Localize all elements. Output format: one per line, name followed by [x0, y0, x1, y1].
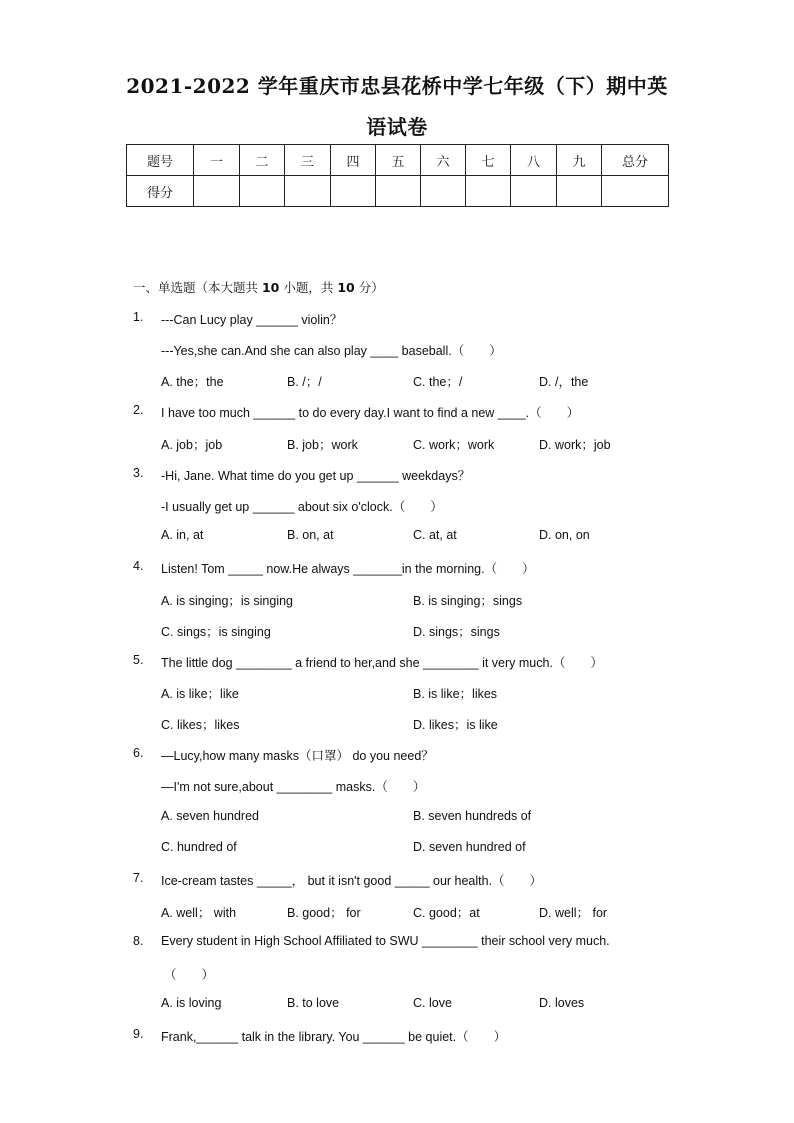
question-text: ---Can Lucy play ______ violin？: [161, 313, 343, 327]
option-b[interactable]: B. good； for: [287, 906, 361, 920]
question-text: Every student in High School Affiliated to SWU ________ their school very much.: [161, 934, 610, 948]
option-d[interactable]: D. seven hundred of: [413, 840, 526, 854]
score-header-cell: 四: [331, 145, 376, 176]
option-a[interactable]: A. is singing；is singing: [161, 594, 294, 608]
question-text: -Hi, Jane. What time do you get up ______ weekdays？: [161, 469, 471, 483]
question-8-options: [0, 996, 794, 1016]
question-answer-bracket: （ ）: [164, 968, 215, 982]
question-number: 9.: [133, 1027, 144, 1041]
option-b[interactable]: B. job；work: [287, 438, 358, 452]
question-5-options-row2: [0, 715, 794, 735]
score-cell[interactable]: [376, 176, 421, 207]
question-number: 2.: [133, 403, 144, 417]
section-point-count: 10: [337, 280, 355, 295]
score-cell[interactable]: [285, 176, 331, 207]
score-table: [126, 144, 669, 207]
question-8: [0, 934, 794, 954]
score-header-cell: 八: [511, 145, 557, 176]
score-cell[interactable]: [331, 176, 376, 207]
exam-title-line2: 语试卷: [366, 115, 428, 139]
question-1-line2: [0, 341, 794, 361]
question-5-options-row1: [0, 684, 794, 704]
score-header-cell: 九: [557, 145, 602, 176]
option-a[interactable]: A. the；the: [161, 375, 224, 389]
option-d[interactable]: D. likes；is like: [413, 718, 498, 732]
question-6-options-row1: [0, 809, 794, 829]
score-row-label: 得分: [127, 176, 194, 207]
question-7-options: [0, 903, 794, 923]
question-6: [0, 746, 794, 766]
question-text: —Lucy,how many masks（口罩） do you need？: [161, 749, 434, 763]
option-c[interactable]: C. likes；likes: [161, 718, 240, 732]
question-number: 3.: [133, 466, 144, 480]
question-3: [0, 466, 794, 486]
question-2-options: [0, 435, 794, 455]
question-number: 1.: [133, 310, 144, 324]
option-a[interactable]: A. job；job: [161, 438, 223, 452]
option-d[interactable]: D. /，the: [539, 375, 589, 389]
question-number: 5.: [133, 653, 144, 667]
option-b[interactable]: B. seven hundreds of: [413, 809, 532, 823]
option-d[interactable]: D. work；job: [539, 438, 611, 452]
option-b[interactable]: B. on, at: [287, 528, 334, 542]
question-4: [0, 559, 794, 579]
option-d[interactable]: D. sings；sings: [413, 625, 500, 639]
score-header-cell: 六: [421, 145, 466, 176]
question-7: [0, 871, 794, 891]
score-cell[interactable]: [511, 176, 557, 207]
question-text: ---Yes,she can.And she can also play ____ baseball.（ ）: [161, 344, 502, 358]
score-table-score-row: [127, 176, 669, 207]
option-c[interactable]: C. love: [413, 996, 452, 1010]
question-6-line2: [0, 777, 794, 797]
score-cell[interactable]: [240, 176, 285, 207]
option-d[interactable]: D. on, on: [539, 528, 590, 542]
score-cell[interactable]: [557, 176, 602, 207]
score-cell[interactable]: [602, 176, 669, 207]
score-header-cell: 七: [466, 145, 511, 176]
score-table-header-row: [127, 145, 669, 176]
option-c[interactable]: C. at, at: [413, 528, 457, 542]
question-text: -I usually get up ______ about six o'clock.（ ）: [161, 500, 443, 514]
option-a[interactable]: A. in, at: [161, 528, 204, 542]
option-b[interactable]: B. is singing；sings: [413, 594, 523, 608]
question-6-options-row2: [0, 840, 794, 860]
option-c[interactable]: C. hundred of: [161, 840, 237, 854]
question-1-options: [0, 372, 794, 392]
question-text: The little dog ________ a friend to her,and she ________ it very much.（ ）: [161, 656, 603, 670]
exam-title-line1: 2021-2022 学年重庆市忠县花桥中学七年级（下）期中英: [126, 74, 668, 98]
section-heading-suffix: 分）: [354, 280, 384, 295]
question-number: 8.: [133, 934, 144, 948]
question-number: 4.: [133, 559, 144, 573]
option-b[interactable]: B. to love: [287, 996, 340, 1010]
option-a[interactable]: A. is like；like: [161, 687, 239, 701]
option-a[interactable]: A. is loving: [161, 996, 222, 1010]
question-3-line2: [0, 497, 794, 517]
question-3-options: [0, 528, 794, 548]
option-d[interactable]: D. well； for: [539, 906, 608, 920]
section-question-count: 10: [261, 280, 280, 295]
score-cell[interactable]: [421, 176, 466, 207]
question-number: 7.: [133, 871, 144, 885]
question-1: [0, 310, 794, 330]
score-header-cell: 三: [285, 145, 331, 176]
question-text: I have too much ______ to do every day.I want to find a new ____.（ ）: [161, 406, 580, 420]
option-c[interactable]: C. the；/: [413, 375, 463, 389]
question-text: —I'm not sure,about ________ masks.（ ）: [161, 780, 426, 794]
question-4-options-row2: [0, 622, 794, 642]
section-heading-prefix: 一、单选题（本大题共: [133, 280, 262, 295]
question-2: [0, 403, 794, 423]
score-cell[interactable]: [466, 176, 511, 207]
score-header-cell: 一: [194, 145, 240, 176]
question-4-options-row1: [0, 591, 794, 611]
question-8-line2: [0, 965, 794, 985]
question-text: Frank,______ talk in the library. You ______ be quiet.（ ）: [161, 1030, 507, 1044]
score-header-cell: 总分: [602, 145, 669, 176]
question-9: [0, 1027, 794, 1047]
section-heading-mid: 小题，共: [279, 280, 338, 295]
question-number: 6.: [133, 746, 144, 760]
score-header-cell: 二: [240, 145, 285, 176]
score-header-cell: 题号: [127, 145, 194, 176]
score-header-cell: 五: [376, 145, 421, 176]
score-cell[interactable]: [194, 176, 240, 207]
question-text: Ice-cream tastes _____， but it isn't good _____ our health.（ ）: [161, 874, 543, 888]
section-heading: [133, 278, 384, 296]
option-a[interactable]: A. seven hundred: [161, 809, 259, 823]
option-b[interactable]: B. is like；likes: [413, 687, 498, 701]
option-b[interactable]: B. /；/: [287, 375, 322, 389]
option-c[interactable]: C. work；work: [413, 438, 495, 452]
option-c[interactable]: C. sings；is singing: [161, 625, 271, 639]
option-c[interactable]: C. good；at: [413, 906, 480, 920]
question-text: Listen! Tom _____ now.He always _______in the morning.（ ）: [161, 562, 535, 576]
option-a[interactable]: A. well； with: [161, 906, 237, 920]
question-5: [0, 653, 794, 673]
option-d[interactable]: D. loves: [539, 996, 585, 1010]
